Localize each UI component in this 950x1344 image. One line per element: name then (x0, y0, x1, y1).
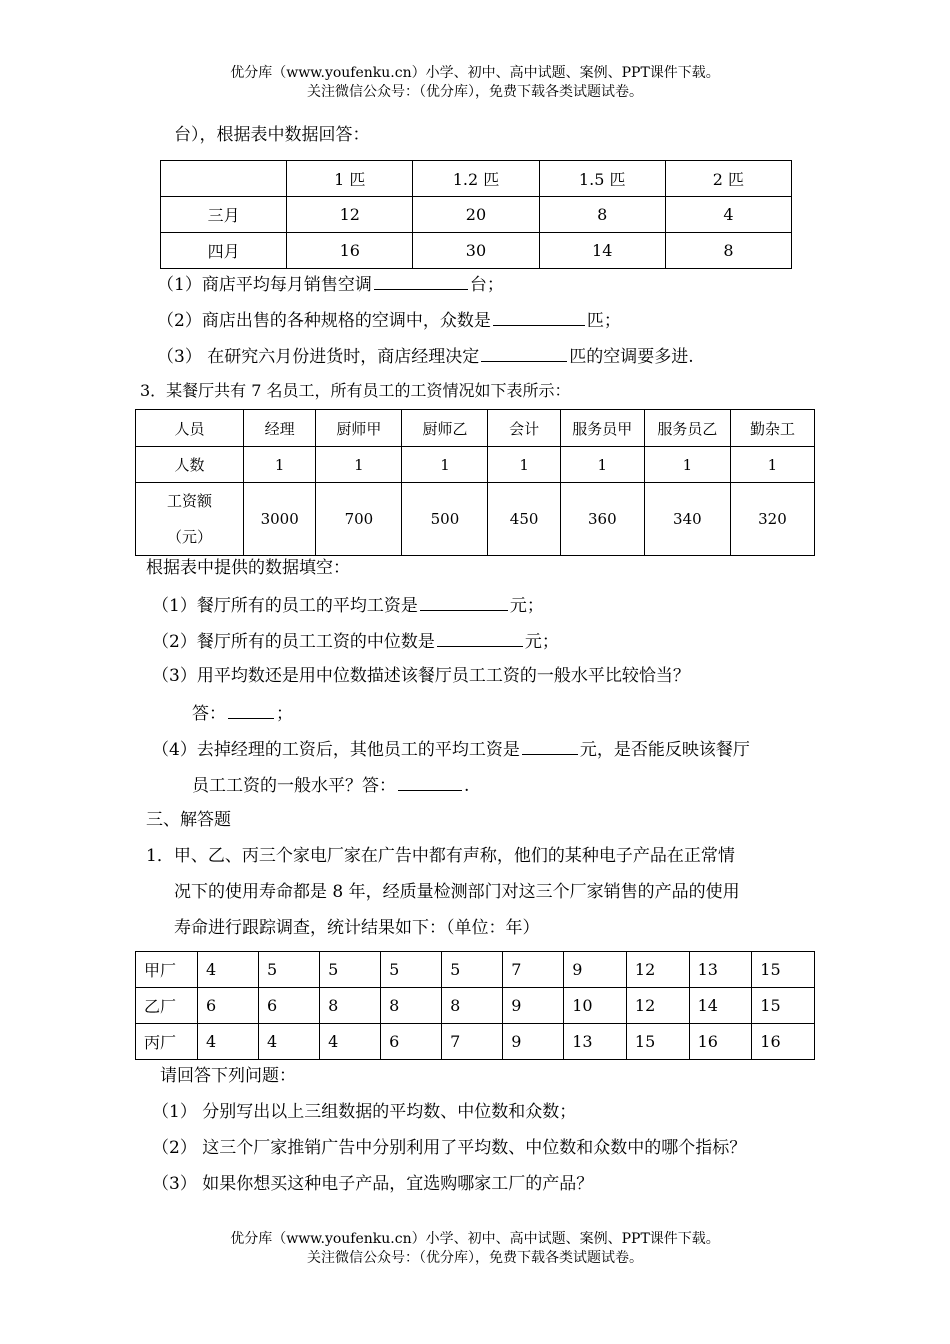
table-cell: 16 (287, 233, 413, 269)
answer-blank[interactable] (398, 773, 462, 791)
table-row (136, 410, 815, 447)
q2-subq2-text: （2）商店出售的各种规格的空调中，众数是 (157, 311, 491, 331)
table-cell (161, 161, 287, 197)
table-cell: 10 (564, 988, 627, 1024)
table-cell: 14 (689, 988, 752, 1024)
q3-subq3-answer (192, 701, 293, 725)
table-row (136, 483, 815, 556)
salary-label: 工资额 (166, 492, 212, 510)
table-cell: 8 (539, 197, 665, 233)
table-cell: 服务员甲 (560, 410, 644, 447)
q3-subq4-text: （4）去掉经理的工资后，其他员工的平均工资是 (152, 740, 520, 760)
answer-blank[interactable] (522, 737, 578, 755)
table-cell: 8 (381, 988, 442, 1024)
table-cell: 3000 (243, 483, 315, 556)
page-footer-line1: 优分库（www.youfenku.cn）小学、初中、高中试题、案例、PPT课件下载。 (230, 1231, 720, 1247)
table-cell: 6 (197, 988, 258, 1024)
table-row (161, 197, 792, 233)
answer-blank[interactable] (374, 272, 468, 290)
table-cell: 1 (316, 447, 402, 483)
table-cell: 乙厂 (136, 988, 198, 1024)
q3-subq1 (152, 593, 544, 617)
q2-subq3-tail: 匹的空调要多进. (569, 347, 694, 367)
s3-part3: （3） 如果你想买这种电子产品，宜选购哪家工厂的产品？ (152, 1174, 594, 1194)
table-cell: 9 (503, 988, 564, 1024)
table-cell: 厨师甲 (316, 410, 402, 447)
table-cell: 450 (488, 483, 560, 556)
table-cell: 12 (626, 952, 689, 988)
answer-tail: ； (276, 704, 293, 724)
table-cell: 7 (503, 952, 564, 988)
table-cell: 5 (381, 952, 442, 988)
q3-intro: 3．某餐厅共有 7 名员工，所有员工的工资情况如下表所示： (140, 381, 571, 400)
q3-subq4-line2 (192, 773, 469, 797)
table-cell: 4 (320, 1024, 381, 1060)
q3-subq2 (152, 629, 559, 653)
table-cell: 1 匹 (287, 161, 413, 197)
s3-q1-line2: 况下的使用寿命都是 8 年，经质量检测部门对这三个厂家销售的产品的使用 (174, 882, 740, 902)
q2-subq1-text: （1）商店平均每月销售空调 (157, 275, 372, 295)
table-cell: 7 (442, 1024, 503, 1060)
table-cell: 13 (564, 1024, 627, 1060)
table-cell: 1 (560, 447, 644, 483)
table-cell: 1 (243, 447, 315, 483)
table-row (136, 952, 815, 988)
table-cell: 1 (488, 447, 560, 483)
table-cell: 1.5 匹 (539, 161, 665, 197)
table-cell: 1 (402, 447, 488, 483)
q3-subq3: （3）用平均数还是用中位数描述该餐厅员工工资的一般水平比较恰当？ (152, 666, 690, 686)
s3-part2: （2） 这三个厂家推销广告中分别利用了平均数、中位数和众数中的哪个指标？ (152, 1138, 747, 1158)
table-cell: 12 (626, 988, 689, 1024)
q3-subq4-tail: 元，是否能反映该餐厅 (579, 740, 750, 760)
table-cell: 13 (689, 952, 752, 988)
table-cell: 会计 (488, 410, 560, 447)
table-cell: 2 匹 (665, 161, 791, 197)
table-cell: 8 (665, 233, 791, 269)
section-title: 三、解答题 (146, 810, 231, 830)
answer-blank[interactable] (493, 308, 585, 326)
answer-blank[interactable] (481, 344, 567, 362)
table-cell: 4 (259, 1024, 320, 1060)
answer-blank[interactable] (420, 593, 508, 611)
table-cell: 6 (381, 1024, 442, 1060)
s3-q1-line3: 寿命进行跟踪调查，统计结果如下：（单位：年） (174, 918, 540, 938)
table-row (161, 161, 792, 197)
table-cell: 4 (197, 952, 258, 988)
page-header-line2: 关注微信公众号：（优分库），免费下载各类试题试卷。 (307, 84, 643, 100)
table-cell: 人员 (136, 410, 244, 447)
q2-intro: 台），根据表中数据回答： (174, 125, 370, 145)
lifespan-table (135, 951, 815, 1060)
ac-sales-table (160, 160, 792, 269)
table-cell: 8 (320, 988, 381, 1024)
answer-blank[interactable] (437, 629, 523, 647)
q3-subq4-line2-text: 员工工资的一般水平？答： (192, 776, 396, 796)
q2-subq3-text: （3） 在研究六月份进货时，商店经理决定 (157, 347, 480, 367)
q2-subq2-unit: 匹； (586, 311, 621, 331)
table-cell: 5 (320, 952, 381, 988)
salary-unit: （元） (166, 528, 212, 546)
table-cell: 16 (752, 1024, 815, 1060)
table-cell: 4 (665, 197, 791, 233)
table-cell: 勤杂工 (730, 410, 814, 447)
table-cell: 320 (730, 483, 814, 556)
answer-tail: . (464, 776, 470, 796)
q2-subq1-unit: 台； (469, 275, 504, 295)
table-cell: 360 (560, 483, 644, 556)
table-cell: 14 (539, 233, 665, 269)
salary-table (135, 409, 815, 556)
q3-subq1-text: （1）餐厅所有的员工的平均工资是 (152, 596, 418, 616)
table-cell: 30 (413, 233, 539, 269)
s3-q1-line1: 1．甲、乙、丙三个家电厂家在广告中都有声称，他们的某种电子产品在正常情 (146, 846, 735, 866)
q3-subq2-unit: 元； (524, 632, 559, 652)
table-cell: 16 (689, 1024, 752, 1060)
table-cell: 5 (259, 952, 320, 988)
q2-subq2 (157, 308, 621, 332)
table-cell: 12 (287, 197, 413, 233)
table-cell: 1.2 匹 (413, 161, 539, 197)
page-footer-line2: 关注微信公众号：（优分库），免费下载各类试题试卷。 (307, 1250, 643, 1266)
s3-part1: （1） 分别写出以上三组数据的平均数、中位数和众数； (152, 1102, 577, 1122)
table-cell: 5 (442, 952, 503, 988)
q3-subq1-unit: 元； (509, 596, 544, 616)
table-cell: 6 (259, 988, 320, 1024)
table-cell: 经理 (243, 410, 315, 447)
table-cell (136, 483, 244, 556)
q2-subq3 (157, 344, 694, 368)
table-cell: 人数 (136, 447, 244, 483)
table-cell: 甲厂 (136, 952, 198, 988)
q3-subq4 (152, 737, 750, 761)
q3-subq2-text: （2）餐厅所有的员工工资的中位数是 (152, 632, 435, 652)
table-cell: 340 (644, 483, 730, 556)
table-row (136, 988, 815, 1024)
q2-subq1 (157, 272, 504, 296)
table-cell: 500 (402, 483, 488, 556)
q3-fill-instruction: 根据表中提供的数据填空： (146, 558, 350, 578)
table-cell: 服务员乙 (644, 410, 730, 447)
table-cell: 700 (316, 483, 402, 556)
table-cell: 厨师乙 (402, 410, 488, 447)
table-row (161, 233, 792, 269)
table-row (136, 447, 815, 483)
table-cell: 8 (442, 988, 503, 1024)
table-cell: 丙厂 (136, 1024, 198, 1060)
answer-label: 答： (192, 704, 226, 724)
table-cell: 15 (752, 952, 815, 988)
table-cell: 4 (197, 1024, 258, 1060)
table-cell: 1 (644, 447, 730, 483)
table-cell: 15 (752, 988, 815, 1024)
table-cell: 9 (564, 952, 627, 988)
page-header-line1: 优分库（www.youfenku.cn）小学、初中、高中试题、案例、PPT课件下载。 (230, 65, 720, 81)
table-cell: 20 (413, 197, 539, 233)
table-cell: 15 (626, 1024, 689, 1060)
table-cell: 1 (730, 447, 814, 483)
table-row (136, 1024, 815, 1060)
table-cell: 四月 (161, 233, 287, 269)
table-cell: 9 (503, 1024, 564, 1060)
table-cell: 三月 (161, 197, 287, 233)
s3-ask: 请回答下列问题： (160, 1066, 296, 1086)
answer-blank[interactable] (228, 701, 274, 719)
